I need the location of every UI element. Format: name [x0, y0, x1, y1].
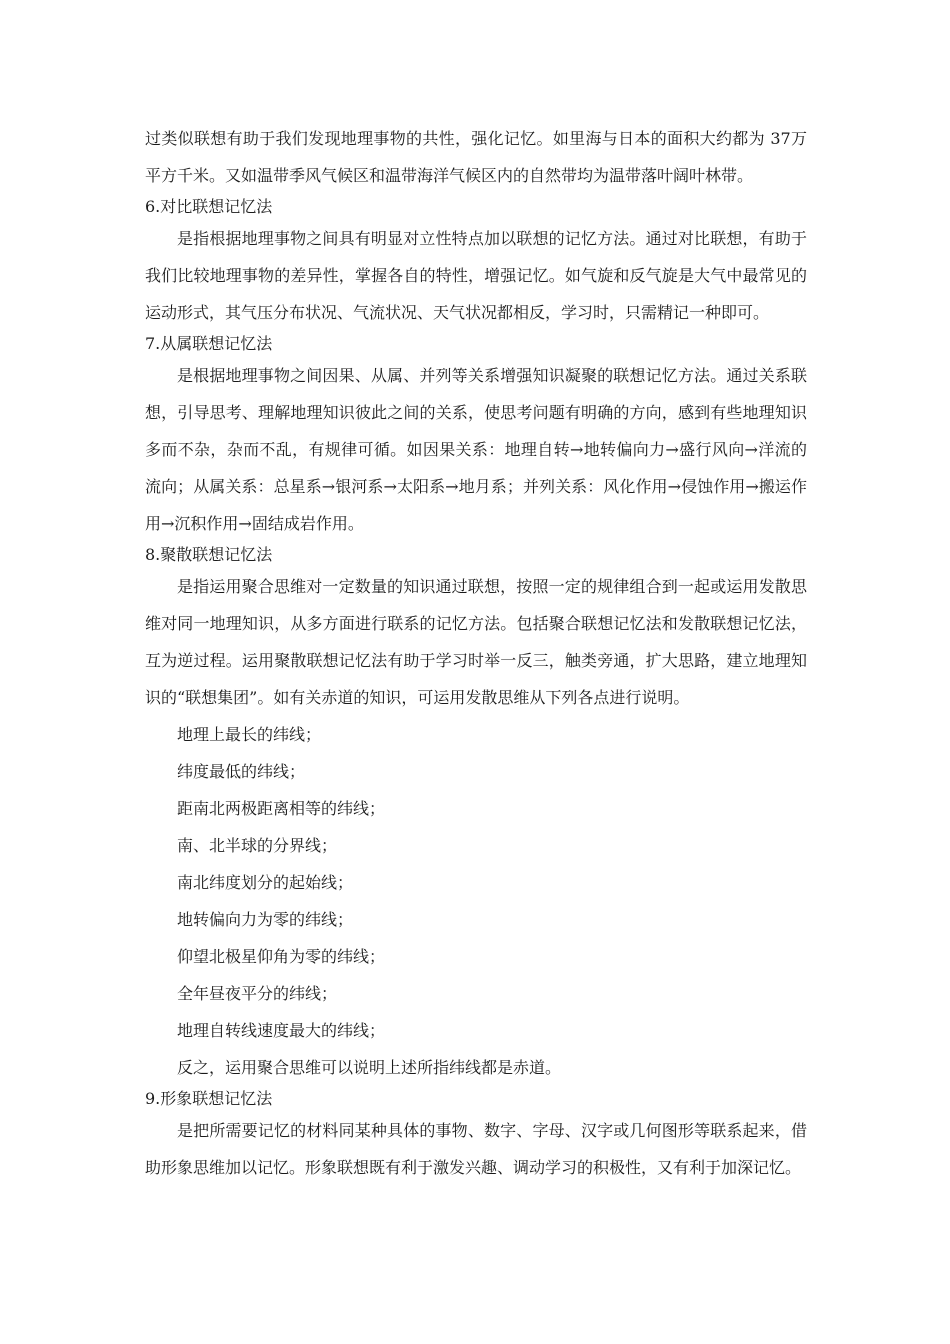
section-7-body: 是根据地理事物之间因果、从属、并列等关系增强知识凝聚的联想记忆方法。通过关系联想，引导思考、理解地理知识彼此之间的关系，使思考问题有明确的方向，感到有些地理知识多而不杂，杂而不乱，有规律可循。如因果关系：地理自转→地转偏向力→盛行风向→洋流的流向；从属关系：总星系→银河系→太阳系→地月系；并列关系：风化作用→侵蚀作用→搬运作用→沉积作用→固结成岩作用。: [145, 366, 807, 533]
document-content: [145, 120, 807, 1186]
section-8-body: 是指运用聚合思维对一定数量的知识通过联想，按照一定的规律组合到一起或运用发散思维对同一地理知识，从多方面进行联系的记忆方法。包括聚合联想记忆法和发散联想记忆法，互为逆过程。运用聚散联想记忆法有助于学习时举一反三，触类旁通，扩大思路，建立地理知识的“联想集团”。如有关赤道的知识，可运用发散思维从下列各点进行说明。: [145, 577, 807, 707]
list-item: 地理自转线速度最大的纬线；: [177, 1021, 386, 1040]
section-9-body: 是把所需要记忆的材料同某种具体的事物、数字、字母、汉字或几何图形等联系起来，借助形象思维加以记忆。形象联想既有利于激发兴趣、调动学习的积极性，又有利于加深记忆。: [145, 1121, 807, 1177]
list-item: 地转偏向力为零的纬线；: [177, 910, 354, 929]
section-8-heading: 8.聚散联想记忆法: [145, 545, 273, 564]
list-item: 距南北两极距离相等的纬线；: [177, 799, 386, 818]
section-9-heading: 9.形象联想记忆法: [145, 1089, 273, 1108]
list-item: 纬度最低的纬线；: [177, 762, 306, 781]
list-item: 南、北半球的分界线；: [177, 836, 338, 855]
section-6-body: 是指根据地理事物之间具有明显对立性特点加以联想的记忆方法。通过对比联想，有助于我们比较地理事物的差异性，掌握各自的特性，增强记忆。如气旋和反气旋是大气中最常见的运动形式，其气压分布状况、气流状况、天气状况都相反，学习时，只需精记一种即可。: [145, 229, 807, 322]
list-item: 全年昼夜平分的纬线；: [177, 984, 338, 1003]
intro-paragraph: 过类似联想有助于我们发现地理事物的共性，强化记忆。如里海与日本的面积大约都为 37万平方千米。又如温带季风气候区和温带海洋气候区内的自然带均为温带落叶阔叶林带。: [145, 129, 807, 185]
list-item: 反之，运用聚合思维可以说明上述所指纬线都是赤道。: [177, 1058, 562, 1077]
list-item: 仰望北极星仰角为零的纬线；: [177, 947, 386, 966]
equator-facts-list: [145, 716, 807, 1086]
section-6-heading: 6.对比联想记忆法: [145, 197, 273, 216]
section-7-heading: 7.从属联想记忆法: [145, 334, 273, 353]
list-item: 南北纬度划分的起始线；: [177, 873, 354, 892]
list-item: 地理上最长的纬线；: [177, 725, 322, 744]
